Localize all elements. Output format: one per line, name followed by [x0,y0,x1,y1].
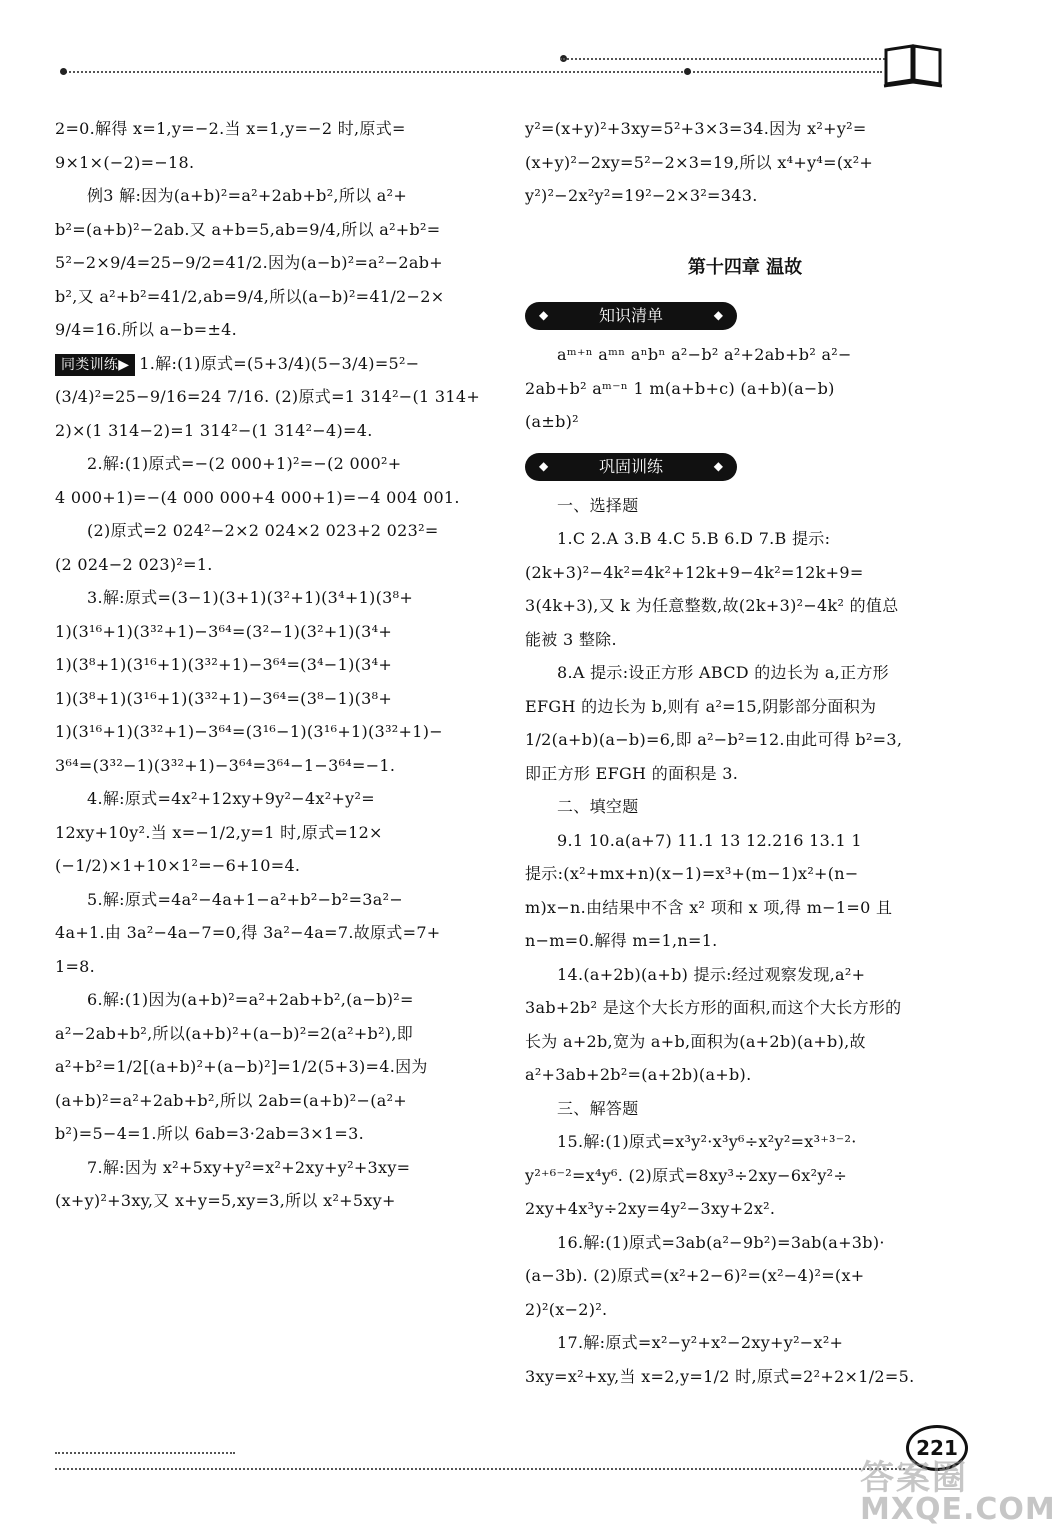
solution-line [55,280,495,314]
solution-line [55,648,495,682]
solution-line [55,146,495,180]
answer-line [525,1326,965,1360]
line-text: 9×1×(−2)=−18. [55,152,195,172]
line-text: 一、选择题 [557,495,639,515]
practice-section-bar [525,453,737,481]
line-text: 4 000+1)=−(4 000 000+4 000+1)=−4 004 001. [55,487,460,507]
line-text: 1)(3⁸+1)(3¹⁶+1)(3³²+1)−3⁶⁴=(3⁸−1)(3⁸+ [55,688,393,708]
solution-line [55,816,495,850]
answer-line [525,589,965,623]
solution-line [55,950,495,984]
solution-line [55,246,495,280]
answer-line [525,757,965,791]
line-text: 长为 a+2b,宽为 a+b,面积为(a+2b)(a+b),故 [525,1031,866,1051]
solution-line [55,481,495,515]
solution-line [55,1184,495,1218]
line-text: 即正方形 EFGH 的面积是 3. [525,763,739,783]
solution-line [525,146,965,180]
knowledge-section-bar [525,302,737,330]
line-text: a²−2ab+b²,所以(a+b)²+(a−b)²=2(a²+b²),即 [55,1023,414,1043]
rule-dot [684,68,691,75]
solution-line [525,179,965,213]
diamond-icon: ◆ [713,458,723,473]
solution-line [55,213,495,247]
line-text: 5.解:原式=4a²−4a+1−a²+b²−b²=3a²− [87,889,404,909]
answer-line [525,1125,965,1159]
line-text: 7.解:因为 x²+5xy+y²=x²+2xy+y²+3xy= [87,1157,411,1177]
solution-line [55,447,495,481]
solution-line [55,1017,495,1051]
solution-line [55,1117,495,1151]
solution-line [55,983,495,1017]
answer-line [525,790,965,824]
line-text: 1)(3¹⁶+1)(3³²+1)−3⁶⁴=(3²−1)(3²+1)(3⁴+ [55,621,393,641]
line-text: (2 024−2 023)²=1. [55,554,213,574]
knowledge-line [525,372,965,406]
solution-line [55,581,495,615]
line-text: 5²−2×9/4=25−9/2=41/2.因为(a−b)²=a²−2ab+ [55,253,443,272]
answer-line [525,1025,965,1059]
line-text: 1/2(a+b)(a−b)=6,即 a²−b²=12.由此可得 b²=3, [525,730,903,749]
solution-line [55,749,495,783]
knowledge-list [525,338,965,439]
line-text: (a±b)² [525,412,579,431]
practice-answers [525,489,965,1394]
answer-line [525,1058,965,1092]
line-text: a²+b²=1/2[(a+b)²+(a−b)²]=1/2(5+3)=4.因为 [55,1057,428,1076]
solution-line [55,682,495,716]
watermark-logo: 答案圈 [860,1458,968,1498]
line-text: EFGH 的边长为 b,则有 a²=15,阴影部分面积为 [525,696,877,716]
top-dotted-rule-short [560,58,885,60]
diamond-icon: ◆ [539,308,549,323]
line-text: b²,又 a²+b²=41/2,ab=9/4,所以(a−b)²=41/2−2× [55,286,445,306]
open-book-icon [882,40,944,88]
answer-line [525,924,965,958]
line-text: n−m=0.解得 m=1,n=1. [525,931,718,950]
knowledge-line [525,405,965,439]
line-text: 16.解:(1)原式=3ab(a²−9b²)=3ab(a+3b)· [557,1232,885,1252]
line-text: 6.解:(1)因为(a+b)²=a²+2ab+b²,(a−b)²= [87,990,414,1009]
right-column-continuation [525,112,965,213]
solution-line [525,112,965,146]
line-text: 17.解:原式=x²−y²+x²−2xy+y²−x²+ [557,1333,844,1352]
line-text: (2)原式=2 024²−2×2 024×2 023+2 023²= [87,521,439,540]
answer-line [525,623,965,657]
answer-line [525,1293,965,1327]
practice-section-label: 巩固训练 [598,456,663,476]
answer-line [525,556,965,590]
knowledge-section-label: 知识清单 [598,306,663,326]
line-text: 2=0.解得 x=1,y=−2.当 x=1,y=−2 时,原式= [55,119,406,138]
bottom-dotted-rule [55,1468,905,1470]
answer-line [525,656,965,690]
answer-line [525,1226,965,1260]
line-text: 2)²(x−2)². [525,1299,608,1319]
line-text: 1)(3⁸+1)(3¹⁶+1)(3³²+1)−3⁶⁴=(3⁴−1)(3⁴+ [55,655,393,674]
line-text: (a−3b). (2)原式=(x²+2−6)²=(x²−4)²=(x+ [525,1266,865,1285]
line-text: 12xy+10y².当 x=−1/2,y=1 时,原式=12× [55,822,383,842]
line-text: 3ab+2b² 是这个大长方形的面积,而这个大长方形的 [525,998,902,1017]
line-text: (3/4)²=25−9/16=24 7/16. (2)原式=1 314²−(1 314+ [55,387,481,406]
right-column [525,112,965,1393]
line-text: 9/4=16.所以 a−b=±4. [55,320,238,339]
diamond-icon: ◆ [539,458,549,473]
solution-line [55,849,495,883]
line-text: b²=(a+b)²−2ab.又 a+b=5,ab=9/4,所以 a²+b²= [55,219,441,239]
solution-line [55,615,495,649]
line-text: 2xy+4x³y÷2xy=4y²−3xy+2x². [525,1199,776,1218]
line-text: 8.A 提示:设正方形 ABCD 的边长为 a,正方形 [557,663,889,682]
line-text: 3xy=x²+xy,当 x=2,y=1/2 时,原式=2²+2×1/2=5. [525,1366,915,1386]
solution-line [55,112,495,146]
answer-line [525,857,965,891]
line-text: (2k+3)²−4k²=4k²+12k+9−4k²=12k+9= [525,562,864,582]
answer-line [525,891,965,925]
line-text: 1.C 2.A 3.B 4.C 5.B 6.D 7.B 提示: [557,529,831,548]
line-text: 3⁶⁴=(3³²−1)(3³²+1)−3⁶⁴=3⁶⁴−1−3⁶⁴=−1. [55,755,396,775]
line-text: (a+b)²=a²+2ab+b²,所以 2ab=(a+b)²−(a²+ [55,1090,408,1110]
solution-line [55,1050,495,1084]
answer-line [525,489,965,523]
line-text: 能被 3 整除. [525,629,617,649]
solution-line [55,916,495,950]
solution-line [55,347,495,381]
solution-line [55,414,495,448]
line-text: y²⁺⁶⁻²=x⁴y⁶. (2)原式=8xy³÷2xy−6x²y²÷ [525,1165,848,1185]
solution-line [55,313,495,347]
left-column [55,112,495,1218]
solution-line [55,782,495,816]
knowledge-line [525,338,965,372]
answer-line [525,991,965,1025]
solution-line [55,1151,495,1185]
line-text: m)x−n.由结果中不含 x² 项和 x 项,得 m−1=0 且 [525,897,893,917]
line-text: 9.1 10.a(a+7) 11.1 13 12.216 13.1 1 [557,830,862,850]
line-text: y²=(x+y)²+3xy=5²+3×3=34.因为 x²+y²= [525,119,867,138]
solution-line [55,1084,495,1118]
line-text: (x+y)²−2xy=5²−2×3=19,所以 x⁴+y⁴=(x²+ [525,152,874,172]
line-text: 2)×(1 314−2)=1 314²−(1 314²−4)=4. [55,420,373,440]
page-number: 221 [906,1425,968,1471]
answer-line [525,958,965,992]
diamond-icon: ◆ [713,308,723,323]
line-text: 3(4k+3),又 k 为任意整数,故(2k+3)²−4k² 的值总 [525,596,899,615]
answer-line [525,723,965,757]
rule-dot [60,68,67,75]
line-text: aᵐ⁺ⁿ aᵐⁿ aⁿbⁿ a²−b² a²+2ab+b² a²− [557,345,852,364]
line-text: a²+3ab+2b²=(a+2b)(a+b). [525,1065,752,1084]
answer-line [525,1192,965,1226]
watermark-url: MXQE.COM [860,1492,1056,1527]
line-text: 1.解:(1)原式=(5+3/4)(5−3/4)=5²− [139,353,420,373]
answer-line [525,522,965,556]
answer-line [525,1259,965,1293]
line-text: 3.解:原式=(3−1)(3+1)(3²+1)(3⁴+1)(3⁸+ [87,588,414,607]
line-text: 4a+1.由 3a²−4a−7=0,得 3a²−4a=7.故原式=7+ [55,923,441,942]
solution-line [55,380,495,414]
line-text: (x+y)²+3xy,又 x+y=5,xy=3,所以 x²+5xy+ [55,1191,396,1210]
line-text: 提示:(x²+mx+n)(x−1)=x³+(m−1)x²+(n− [525,864,859,883]
solution-line [55,548,495,582]
chapter-title: 第十四章 温故 [687,256,803,278]
line-text: (−1/2)×1+10×1²=−6+10=4. [55,856,301,875]
answer-line [525,1092,965,1126]
answer-line [525,1360,965,1394]
line-text: 1)(3¹⁶+1)(3³²+1)−3⁶⁴=(3¹⁶−1)(3¹⁶+1)(3³²+1)− [55,722,443,741]
line-text: 15.解:(1)原式=x³y²·x³y⁶÷x²y²=x³⁺³⁻²· [557,1132,857,1151]
solution-line [55,883,495,917]
line-text: 2.解:(1)原式=−(2 000+1)²=−(2 000²+ [87,454,402,473]
solution-line [55,715,495,749]
solution-line [55,179,495,213]
answer-line [525,1159,965,1193]
line-text: 4.解:原式=4x²+12xy+9y²−4x²+y²= [87,789,375,808]
line-text: 二、填空题 [557,797,639,816]
bottom-dotted-rule-short [55,1452,235,1454]
line-text: 1=8. [55,956,96,976]
line-text: 2ab+b² aᵐ⁻ⁿ 1 m(a+b+c) (a+b)(a−b) [525,378,835,398]
line-text: 例3 解:因为(a+b)²=a²+2ab+b²,所以 a²+ [87,186,408,205]
line-text: b²)=5−4=1.所以 6ab=3·2ab=3×1=3. [55,1124,364,1143]
solution-line [55,514,495,548]
line-text: 三、解答题 [557,1098,639,1118]
top-dotted-rule [62,71,882,73]
line-text: y²)²−2x²y²=19²−2×3²=343. [525,186,758,205]
answer-line [525,824,965,858]
practice-tag: 同类训练▶ [55,354,135,376]
answer-line [525,690,965,724]
line-text: 14.(a+2b)(a+b) 提示:经过观察发现,a²+ [557,964,866,984]
